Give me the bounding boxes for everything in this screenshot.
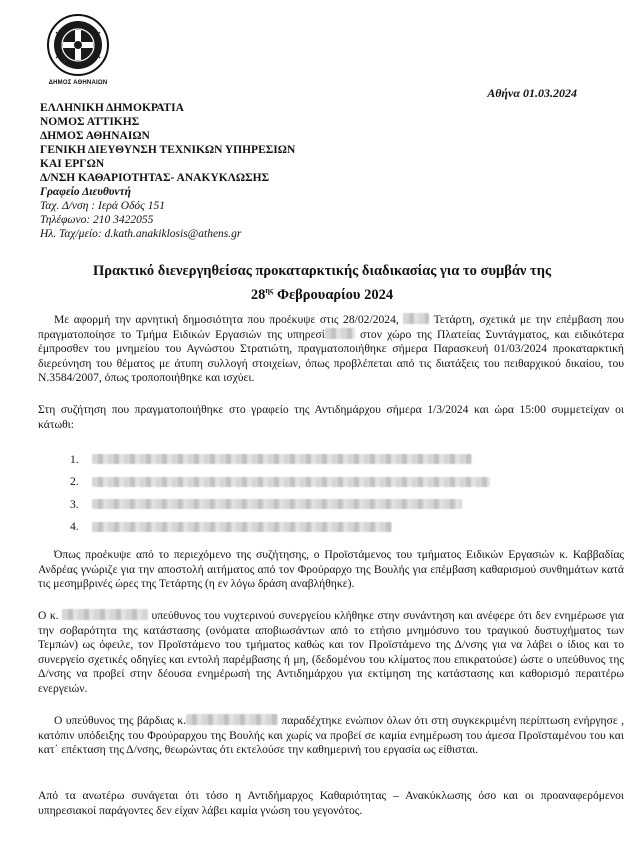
redacted-name xyxy=(92,522,392,532)
letterhead-email: Ηλ. Ταχ/μείο: d.kath.anakiklosis@athens.gr xyxy=(40,228,242,240)
title-day: 28 xyxy=(250,286,266,303)
letterhead xyxy=(40,101,360,241)
letterhead-line: ΝΟΜΟΣ ΑΤΤΙΚΗΣ xyxy=(40,116,140,128)
letterhead-office: Γραφείο Διευθυντή xyxy=(40,186,131,198)
title-line-1: Πρακτικό διενεργηθείσας προκαταρκτικής διαδικασίας για το συμβάν της xyxy=(92,263,552,279)
list-number: 1. xyxy=(70,452,79,466)
title-month-year: Φεβρουαρίου 2024 xyxy=(273,286,394,303)
paragraph-5 xyxy=(38,714,624,758)
document-title xyxy=(30,262,614,305)
list-item xyxy=(70,493,490,516)
letterhead-phone: Τηλέφωνο: 210 3422055 xyxy=(40,214,154,226)
municipality-seal xyxy=(42,12,114,94)
paragraph-4-text: υπεύθυνος του νυχτερινού συνεργείου κλήθηκε στην συνάντηση και ανέφερε ότι δεν ενημέρωσε για την σοβαρότητα της κατάστασης (ονόματα αποβιωσάντων από το ετήσιο μνημόσυνο του τραγικού δυστυχήματος των Τεμπών) ως όφειλε, τον Προϊστάμενο του τμήματος καθώς και τον Προϊστάμενο της Δ/νσης για να λάβει ο ίδιος και το συνεργείο σχετικές οδηγίες και εντολή παρέμβασης ή μη, (δεδομένου του κλίματος που επικρατούσε) ώστε ο υπεύθυνος της Δ/νσης να προβεί στην δέουσα ενημέρωσή της Αντιδημάρχου για εκτίμηση της κατάστασης και καθορισμό περαιτέρω ενεργειών. xyxy=(38,609,624,695)
list-number: 3. xyxy=(70,497,79,511)
paragraph-5-text: Ο υπεύθυνος της βάρδιας κ. xyxy=(54,714,187,727)
paragraph-1-text: Με αφορμή την αρνητική δημοσιότητα που προέκυψε στις 28/02/2024, xyxy=(54,313,404,326)
paragraph-4-text: Ο κ. xyxy=(38,609,63,622)
seal-caption: ΔΗΜΟΣ ΑΘΗΝΑΙΩΝ xyxy=(48,80,108,86)
list-number: 2. xyxy=(70,475,79,489)
redacted-text xyxy=(403,313,429,324)
letterhead-line: ΓΕΝΙΚΗ ΔΙΕΥΘΥΝΣΗ ΤΕΧΝΙΚΩΝ ΥΠΗΡΕΣΙΩΝ xyxy=(40,144,296,156)
paragraph-3: Όπως προέκυψε από το περιεχόμενο της συζήτησης, ο Προϊστάμενος του τμήματος Ειδικών Εργασιών κ. Καββαδίας Ανδρέας γνώριζε για την αποστολή αιτήματος από τον Φρούραρχο της Βουλής για επέμβαση καθαρισμού συνθημάτων κατά τις μεσημβρινές ώρες της Τετάρτης (η εν λόγω δράση αναβλήθηκε). xyxy=(38,548,624,591)
letterhead-line: ΕΛΛΗΝΙΚΗ ΔΗΜΟΚΡΑΤΙΑ xyxy=(40,102,184,114)
redacted-text xyxy=(325,328,355,339)
list-item xyxy=(70,516,490,539)
redacted-name xyxy=(92,499,462,509)
document-date: Αθήνα 01.03.2024 xyxy=(487,86,577,100)
letterhead-department: Δ/ΝΣΗ ΚΑΘΑΡΙΟΤΗΤΑΣ- ΑΝΑΚΥΚΛΩΣΗΣ xyxy=(40,172,270,184)
letterhead-line: ΚΑΙ ΕΡΓΩΝ xyxy=(40,158,105,170)
seal-emblem-icon xyxy=(42,12,114,78)
attendee-list xyxy=(70,448,490,538)
paragraph-1-text: Τετάρτη, σχετικά με την επέμβαση που πραγματοποίησε το Τμήμα Ειδικών Εργασιών της υπηρεσί xyxy=(38,313,624,341)
list-item xyxy=(70,471,490,494)
redacted-name xyxy=(92,454,472,464)
letterhead-address: Ταχ. Δ/νση : Ιερά Οδός 151 xyxy=(40,200,165,212)
paragraph-1 xyxy=(38,313,624,386)
redacted-name xyxy=(186,714,278,725)
list-item xyxy=(70,448,490,471)
paragraph-2: Στη συζήτηση που πραγματοποιήθηκε στο γραφείο της Αντιδημάρχου σήμερα 1/3/2024 και ώρα 15:00 συμμετείχαν οι κάτωθι: xyxy=(38,403,624,431)
paragraph-4 xyxy=(38,609,624,697)
paragraph-6: Από τα ανωτέρω συνάγεται ότι τόσο η Αντιδήμαρχος Καθαριότητας – Ανακύκλωσης όσο και οι προαναφερόμενοι υπηρεσιακοί παράγοντες δεν είχαν λάβει καμία γνώση του γεγονότος. xyxy=(38,789,624,817)
paragraph-1-text: στον χώρο της Πλατείας Συντάγματος, και ειδικότερα έμπροσθεν του μνημείου του Αγνώστου Στρατιώτη, πραγματοποιήθηκε σήμερα Παρασκευή 01/03/2024 προκαταρκτική διερεύνηση του θέματος με άτυπη συλλογή στοιχείων, όπως προβλέπεται από τις διατάξεις του πειθαρχικού δικαίου, του Ν.3584/2007, όπως τροποποιήθηκε και ισχύει. xyxy=(38,327,624,385)
list-number: 4. xyxy=(70,520,79,534)
title-ordinal: ης xyxy=(265,286,274,295)
redacted-name xyxy=(62,609,148,620)
title-line-2 xyxy=(30,281,614,305)
letterhead-line: ΔΗΜΟΣ ΑΘΗΝΑΙΩΝ xyxy=(40,130,150,142)
redacted-name xyxy=(92,477,490,487)
paragraph-5-text: παραδέχτηκε ενώπιον όλων ότι στη συγκεκριμένη περίπτωση ενήργησε , κατόπιν υπόδειξης του Φρούραρχου της Βουλής και χωρίς να προβεί σε καμία ενημέρωση του άμεσα Προϊσταμένου του και κατ΄ επέκταση της Δ/νσης, θεωρώντας ότι εκτελούσε την καθημερινή του εργασία ως είθισται. xyxy=(38,714,624,757)
